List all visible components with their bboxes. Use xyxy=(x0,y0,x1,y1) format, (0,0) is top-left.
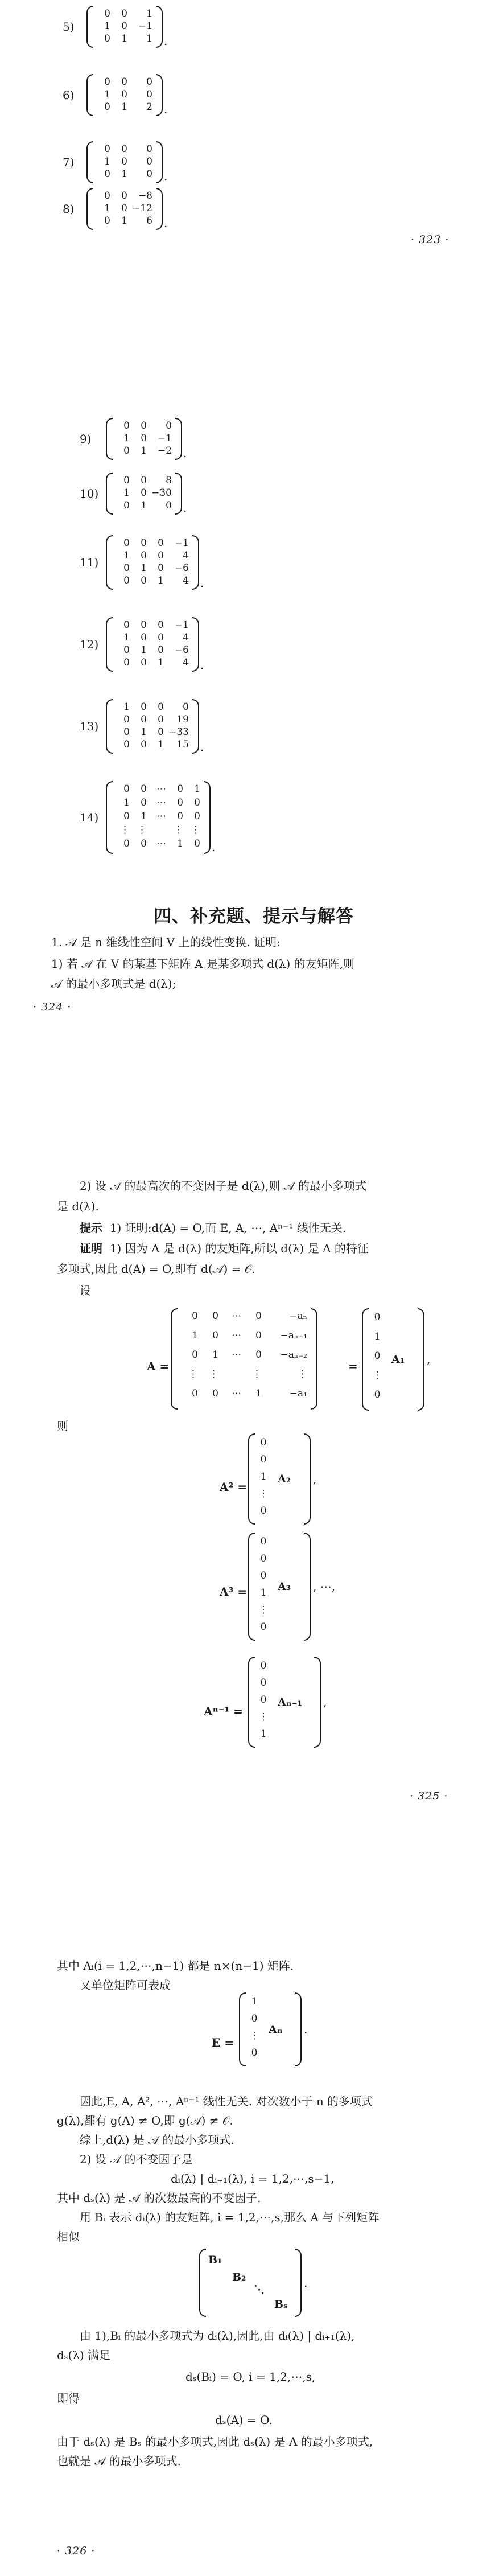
matrix-entry: 1 xyxy=(123,433,130,444)
block-label: A₁ xyxy=(391,1353,405,1366)
matrix-entry: 0 xyxy=(141,632,147,643)
matrix-entry: ⋯ xyxy=(232,1310,241,1322)
matrix-label: 13) xyxy=(80,720,99,733)
left-bracket xyxy=(171,1308,178,1410)
block-label: Aₙ xyxy=(269,2023,283,2036)
matrix-entry: 0 xyxy=(123,537,130,549)
matrix-entry: 1 xyxy=(194,783,200,795)
exercise-1-line1: 1. 𝒜 是 n 维线性空间 V 上的线性变换. 证明: xyxy=(51,935,281,949)
matrix-entry: 1 xyxy=(123,550,130,561)
line-6: 2) 设 𝒜 的不变因子是 xyxy=(80,2152,193,2166)
line-10: 相似 xyxy=(57,2230,80,2244)
line-2: 又单位矩阵可表成 xyxy=(80,1978,171,1992)
vector-entry: 1 xyxy=(251,1996,258,2007)
matrix-entry: 0 xyxy=(141,783,147,795)
right-bracket xyxy=(311,1308,317,1410)
matrix-entry: 0 xyxy=(158,562,164,574)
matrix-entry: 0 xyxy=(166,420,172,432)
matrix-entry: ⋯ xyxy=(232,1330,241,1341)
vector-entry: ⋮ xyxy=(258,1488,269,1499)
period: . xyxy=(164,34,168,48)
matrix-entry: 0 xyxy=(146,89,152,100)
matrix-entry: −1 xyxy=(157,433,172,444)
left-bracket xyxy=(86,141,93,183)
matrix-entry: 0 xyxy=(194,838,200,849)
vector-entry: 0 xyxy=(251,2047,258,2059)
matrix-entry: 0 xyxy=(212,1388,218,1399)
vector-entry: 0 xyxy=(260,1454,267,1465)
matrix-entry: 0 xyxy=(121,8,127,19)
matrix-entry: 0 xyxy=(141,550,147,561)
matrix-entry: ⋮ xyxy=(174,824,183,836)
matrix-label: 12) xyxy=(80,638,99,651)
matrix-entry: 0 xyxy=(146,169,152,180)
right-bracket xyxy=(204,781,211,854)
page-324 xyxy=(0,398,499,1013)
period: . xyxy=(200,740,204,754)
matrix-entry: 0 xyxy=(158,537,164,549)
matrix-entry: 0 xyxy=(104,143,110,155)
period: . xyxy=(200,658,204,672)
matrix-entry: 0 xyxy=(104,169,110,180)
matrix-entry: 0 xyxy=(141,657,147,668)
right-bracket xyxy=(304,1533,311,1641)
matrix-entry: −12 xyxy=(132,203,152,214)
matrix-entry: 0 xyxy=(158,619,164,631)
diagonal-block: Bₛ xyxy=(274,2298,288,2311)
matrix-entry: 1 xyxy=(255,1388,262,1399)
left-bracket xyxy=(199,2249,206,2317)
matrix-entry: ⋮ xyxy=(188,1369,198,1380)
matrix-entry: 0 xyxy=(146,143,152,155)
line-7: dᵢ(λ) | dᵢ₊₁(λ), i = 1,2,⋯,s−1, xyxy=(171,2172,335,2185)
matrix-entry: 0 xyxy=(158,550,164,561)
line-13: dₛ(Bᵢ) = O, i = 1,2,⋯,s, xyxy=(185,2370,316,2384)
right-bracket xyxy=(156,74,163,116)
matrix-entry: 1 xyxy=(146,33,152,44)
page-number: · 325 · xyxy=(410,1790,448,1802)
line-16: 由于 dₛ(λ) 是 Bₛ 的最小多项式,因此 dₛ(λ) 是 A 的最小多项式, xyxy=(57,2435,373,2448)
matrix-entry: 0 xyxy=(141,433,147,444)
matrix-entry: 1 xyxy=(158,739,164,750)
matrix-entry: 0 xyxy=(123,726,130,738)
right-bracket xyxy=(175,418,182,460)
vector-entry: 1 xyxy=(260,1728,267,1740)
matrix-entry: 1 xyxy=(146,8,152,19)
line-15: dₛ(A) = O. xyxy=(215,2413,273,2427)
matrix-entry: ⋯ xyxy=(156,797,166,808)
period: . xyxy=(183,446,187,460)
matrix-E-label: E = xyxy=(212,2036,234,2049)
matrix-entry: 1 xyxy=(158,657,164,668)
matrix-entry: 0 xyxy=(123,575,130,586)
matrix-entry: 1 xyxy=(141,811,147,822)
matrix-entry: 0 xyxy=(141,475,147,486)
matrix-entry: ⋯ xyxy=(232,1349,241,1361)
matrix-entry: −aₙ₋₁ xyxy=(280,1330,307,1341)
matrix-entry: 6 xyxy=(146,215,152,227)
matrix-entry: ⋮ xyxy=(120,824,130,836)
matrix-entry: 1 xyxy=(121,215,127,227)
matrix-entry: 0 xyxy=(183,701,189,713)
line-3: 因此,E, A, A², ⋯, Aⁿ⁻¹ 线性无关. 对次数小于 n 的多项式 xyxy=(80,2094,373,2108)
matrix-entry: 0 xyxy=(104,101,110,113)
matrix-entry: 1 xyxy=(141,726,147,738)
matrix-An1-label: Aⁿ⁻¹ = xyxy=(204,1704,243,1718)
page-325 xyxy=(0,1161,499,1816)
matrix-entry: −30 xyxy=(151,487,172,499)
left-bracket xyxy=(86,188,93,230)
matrix-entry: 0 xyxy=(177,783,183,795)
matrix-entry: 0 xyxy=(121,76,127,88)
page-number: · 326 · xyxy=(57,2545,96,2557)
matrix-entry: 0 xyxy=(192,1349,198,1361)
section-heading: 四、补充题、提示与解答 xyxy=(154,906,354,927)
vector-entry: 0 xyxy=(260,1570,267,1581)
matrix-entry: 0 xyxy=(141,487,147,499)
diagonal-block: B₂ xyxy=(232,2271,246,2283)
matrix-entry: 1 xyxy=(104,156,110,167)
matrix-entry: 0 xyxy=(121,89,127,100)
matrix-label: 5) xyxy=(63,20,75,34)
matrix-entry: 1 xyxy=(121,169,127,180)
matrix-label: 11) xyxy=(80,556,99,569)
vector-entry: 0 xyxy=(260,1677,267,1688)
matrix-entry: 0 xyxy=(141,537,147,549)
matrix-entry: 1 xyxy=(104,89,110,100)
page-323 xyxy=(0,0,499,287)
left-bracket xyxy=(248,1533,255,1641)
proof-text: 1) 因为 A 是 d(λ) 的友矩阵,所以 d(λ) 是 A 的特征 xyxy=(109,1242,369,1255)
matrix-entry: 0 xyxy=(141,797,147,808)
matrix-entry: ⋯ xyxy=(232,1388,241,1399)
matrix-entry: 1 xyxy=(141,562,147,574)
diagonal-block: ⋱ xyxy=(254,2283,265,2296)
matrix-entry: 1 xyxy=(123,701,130,713)
matrix-entry: −2 xyxy=(157,445,172,457)
matrix-entry: 1 xyxy=(192,1330,198,1341)
vector-entry: ⋮ xyxy=(372,1370,382,1381)
line-1: 其中 Aᵢ(i = 1,2,⋯,n−1) 都是 n×(n−1) 矩阵. xyxy=(57,1959,294,1973)
matrix-entry: 4 xyxy=(183,632,189,643)
vector-entry: 0 xyxy=(374,1389,381,1400)
period: . xyxy=(164,170,168,183)
matrix-entry: 0 xyxy=(192,1388,198,1399)
period: . xyxy=(164,102,168,116)
matrix-entry: ⋯ xyxy=(156,811,166,822)
matrix-entry: −1 xyxy=(174,619,189,631)
matrix-entry: 4 xyxy=(183,575,189,586)
matrix-entry: 0 xyxy=(104,215,110,227)
matrix-entry: 0 xyxy=(123,445,130,457)
matrix-entry: 0 xyxy=(194,797,200,808)
trailing-punctuation: , xyxy=(323,1695,327,1709)
matrix-entry: 0 xyxy=(121,156,127,167)
matrix-entry: 0 xyxy=(158,714,164,725)
matrix-entry: ⋮ xyxy=(209,1369,218,1380)
right-bracket xyxy=(314,1657,321,1748)
left-bracket xyxy=(106,535,113,590)
line-14: 即得 xyxy=(57,2392,80,2405)
right-bracket xyxy=(192,617,199,672)
page-number: · 324 · xyxy=(33,1001,72,1013)
then-word: 则 xyxy=(57,1419,68,1433)
matrix-entry: 0 xyxy=(123,475,130,486)
matrix-entry: 0 xyxy=(146,156,152,167)
matrix-entry: 0 xyxy=(123,714,130,725)
matrix-entry: 0 xyxy=(123,420,130,432)
matrix-entry: 1 xyxy=(121,101,127,113)
vector-entry: 0 xyxy=(260,1536,267,1547)
matrix-entry: 0 xyxy=(141,739,147,750)
matrix-entry: 0 xyxy=(123,838,130,849)
diagonal-block: B₁ xyxy=(208,2254,222,2266)
line-11: 由 1),Bᵢ 的最小多项式为 dᵢ(λ),因此,由 dᵢ(λ) | dᵢ₊₁(λ), xyxy=(80,2329,355,2343)
right-bracket xyxy=(156,6,163,48)
matrix-entry: −aₙ xyxy=(289,1310,307,1322)
matrix-entry: 1 xyxy=(141,500,147,511)
left-bracket xyxy=(106,473,113,515)
vector-entry: 0 xyxy=(374,1350,381,1362)
matrix-A-label: A = xyxy=(147,1359,170,1373)
trailing-punctuation: , xyxy=(427,1353,431,1366)
matrix-entry: 0 xyxy=(121,190,127,202)
matrix-entry: 19 xyxy=(176,714,189,725)
matrix-entry: 1 xyxy=(104,203,110,214)
matrix-label: 9) xyxy=(80,432,92,446)
matrix-entry: 0 xyxy=(177,811,183,822)
matrix-label: 7) xyxy=(63,155,75,169)
left-bracket xyxy=(248,1657,255,1748)
right-bracket xyxy=(192,535,199,590)
matrix-entry: 0 xyxy=(123,619,130,631)
proof-label: 证明 xyxy=(80,1242,102,1255)
matrix-entry: 0 xyxy=(121,20,127,32)
matrix-entry: 0 xyxy=(158,726,164,738)
vector-entry: 0 xyxy=(260,1694,267,1706)
matrix-entry: 1 xyxy=(123,487,130,499)
matrix-label: 6) xyxy=(63,88,75,102)
matrix-entry: ⋯ xyxy=(156,783,166,795)
matrix-entry: 1 xyxy=(123,797,130,808)
period: . xyxy=(304,2276,308,2290)
matrix-entry: 4 xyxy=(183,550,189,561)
block-label: A₃ xyxy=(278,1580,291,1593)
matrix-entry: 0 xyxy=(123,657,130,668)
vector-entry: 1 xyxy=(260,1471,267,1482)
vector-entry: 0 xyxy=(374,1312,381,1323)
vector-entry: 0 xyxy=(260,1437,267,1448)
matrix-entry: 0 xyxy=(166,500,172,511)
trailing-punctuation: . xyxy=(304,2023,308,2036)
matrix-entry: 0 xyxy=(177,797,183,808)
matrix-entry: 0 xyxy=(121,143,127,155)
hint xyxy=(80,1221,346,1235)
matrix-entry: 0 xyxy=(104,8,110,19)
matrix-entry: 0 xyxy=(141,420,147,432)
matrix-entry: 0 xyxy=(104,33,110,44)
period: . xyxy=(183,501,187,515)
matrix-entry: 1 xyxy=(141,445,147,457)
hint-text: 1) 证明:d(A) = O,而 E, A, ⋯, Aⁿ⁻¹ 线性无关. xyxy=(109,1221,347,1235)
right-bracket xyxy=(295,1992,302,2066)
line-9: 用 Bᵢ 表示 dᵢ(λ) 的友矩阵, i = 1,2,⋯,s,那么 A 与下列矩阵 xyxy=(80,2211,380,2224)
matrix-entry: −8 xyxy=(138,190,152,202)
right-bracket xyxy=(418,1308,424,1411)
block-label: A₂ xyxy=(278,1473,291,1485)
matrix-entry: 0 xyxy=(123,811,130,822)
right-bracket xyxy=(156,188,163,230)
vector-entry: ⋮ xyxy=(249,2030,259,2041)
proof-line1 xyxy=(80,1241,369,1256)
proof-line2: 多项式,因此 d(A) = O,即有 d(𝒜) = 𝒪. xyxy=(57,1262,255,1276)
left-bracket xyxy=(86,74,93,116)
right-bracket xyxy=(156,141,163,183)
vector-entry: 0 xyxy=(260,1553,267,1564)
hint-label: 提示 xyxy=(80,1221,102,1235)
matrix-entry: 0 xyxy=(192,1310,198,1322)
matrix-entry: 0 xyxy=(146,76,152,88)
matrix-entry: 0 xyxy=(212,1310,218,1322)
matrix-entry: 1 xyxy=(158,575,164,586)
matrix-entry: −1 xyxy=(174,537,189,549)
matrix-entry: 0 xyxy=(158,632,164,643)
matrix-entry: 2 xyxy=(146,101,152,113)
vector-entry: 0 xyxy=(260,1621,267,1633)
right-bracket xyxy=(295,2249,302,2317)
matrix-A3-label: A³ = xyxy=(220,1585,247,1599)
vector-entry: 1 xyxy=(374,1331,381,1342)
left-bracket xyxy=(86,6,93,48)
matrix-label: 8) xyxy=(63,202,75,216)
matrix-entry: 0 xyxy=(141,575,147,586)
matrix-entry: −6 xyxy=(174,644,189,656)
matrix-entry: 0 xyxy=(255,1330,262,1341)
matrix-entry: −1 xyxy=(138,20,152,32)
left-bracket xyxy=(362,1308,369,1411)
matrix-entry: ⋮ xyxy=(298,1369,307,1380)
period: . xyxy=(212,840,216,854)
vector-entry: 0 xyxy=(260,1505,267,1517)
left-bracket xyxy=(106,418,113,460)
matrix-entry: −aₙ₋₂ xyxy=(280,1349,307,1361)
line-8: 其中 dₛ(λ) 是 𝒜 的次数最高的不变因子. xyxy=(57,2191,261,2205)
matrix-entry: ⋮ xyxy=(191,824,200,836)
matrix-A2-label: A² = xyxy=(220,1480,247,1494)
matrix-entry: 4 xyxy=(183,657,189,668)
right-bracket xyxy=(304,1433,311,1525)
line-5: 综上,d(λ) 是 𝒜 的最小多项式. xyxy=(80,2133,234,2147)
left-bracket xyxy=(106,617,113,672)
matrix-entry: 8 xyxy=(166,475,172,486)
matrix-entry: 0 xyxy=(104,76,110,88)
left-bracket xyxy=(239,1992,246,2066)
vector-entry: ⋮ xyxy=(258,1711,269,1723)
trailing-punctuation: , xyxy=(313,1472,317,1486)
page-326 xyxy=(0,1941,499,2576)
matrix-entry: 0 xyxy=(141,714,147,725)
line-17: 也就是 𝒜 的最小多项式. xyxy=(57,2454,181,2468)
left-bracket xyxy=(106,781,113,854)
left-bracket xyxy=(248,1433,255,1525)
matrix-entry: 0 xyxy=(123,562,130,574)
matrix-label: 14) xyxy=(80,811,99,824)
matrix-entry: 0 xyxy=(141,701,147,713)
set-word: 设 xyxy=(80,1284,91,1297)
matrix-label: 10) xyxy=(80,487,99,500)
matrix-entry: 0 xyxy=(212,1330,218,1341)
exercise-1-part2-line1: 2) 设 𝒜 的最高次的不变因子是 d(λ),则 𝒜 的最小多项式 xyxy=(80,1179,366,1193)
matrix-entry: −33 xyxy=(168,726,189,738)
matrix-entry: 0 xyxy=(123,739,130,750)
matrix-entry: 1 xyxy=(123,632,130,643)
period: . xyxy=(164,216,168,230)
left-bracket xyxy=(106,699,113,754)
matrix-entry: −6 xyxy=(174,562,189,574)
matrix-entry: 1 xyxy=(141,644,147,656)
right-bracket xyxy=(175,473,182,515)
matrix-entry: 0 xyxy=(255,1310,262,1322)
matrix-entry: 0 xyxy=(255,1349,262,1361)
matrix-entry: 0 xyxy=(123,783,130,795)
vector-entry: 0 xyxy=(251,2013,258,2024)
matrix-entry: 15 xyxy=(176,739,189,750)
matrix-entry: 0 xyxy=(141,619,147,631)
matrix-entry: ⋯ xyxy=(156,838,166,849)
vector-entry: ⋮ xyxy=(258,1604,269,1616)
block-label: Aₙ₋₁ xyxy=(278,1696,302,1708)
page-number: · 323 · xyxy=(411,233,449,246)
matrix-entry: 1 xyxy=(104,20,110,32)
matrix-entry: 0 xyxy=(194,811,200,822)
line-4: g(λ),都有 g(A) ≠ O,即 g(𝒜) ≠ 𝒪. xyxy=(57,2114,233,2127)
matrix-entry: 0 xyxy=(121,203,127,214)
matrix-entry: 1 xyxy=(212,1349,218,1361)
matrix-entry: ⋮ xyxy=(137,824,147,836)
matrix-entry: 1 xyxy=(177,838,183,849)
line-12: dₛ(λ) 满足 xyxy=(57,2348,111,2362)
right-bracket xyxy=(192,699,199,754)
matrix-entry: 0 xyxy=(158,644,164,656)
exercise-1-part2-line2: 是 d(λ). xyxy=(57,1199,99,1213)
matrix-entry: 0 xyxy=(104,190,110,202)
matrix-entry: ⋮ xyxy=(252,1369,262,1380)
exercise-1-line2: 1) 若 𝒜 在 V 的某基下矩阵 A 是某多项式 d(λ) 的友矩阵,则 xyxy=(51,957,354,971)
matrix-entry: 0 xyxy=(123,644,130,656)
matrix-entry: 1 xyxy=(121,33,127,44)
trailing-punctuation: , ⋯, xyxy=(313,1580,336,1593)
equals-sign: = xyxy=(348,1359,358,1373)
vector-entry: 1 xyxy=(260,1587,267,1599)
matrix-entry: 0 xyxy=(123,500,130,511)
matrix-entry: −a₁ xyxy=(289,1388,307,1399)
vector-entry: 0 xyxy=(260,1660,267,1671)
period: . xyxy=(200,576,204,590)
exercise-1-line3: 𝒜 的最小多项式是 d(λ); xyxy=(51,977,176,991)
matrix-entry: 0 xyxy=(158,701,164,713)
matrix-entry: 0 xyxy=(141,838,147,849)
